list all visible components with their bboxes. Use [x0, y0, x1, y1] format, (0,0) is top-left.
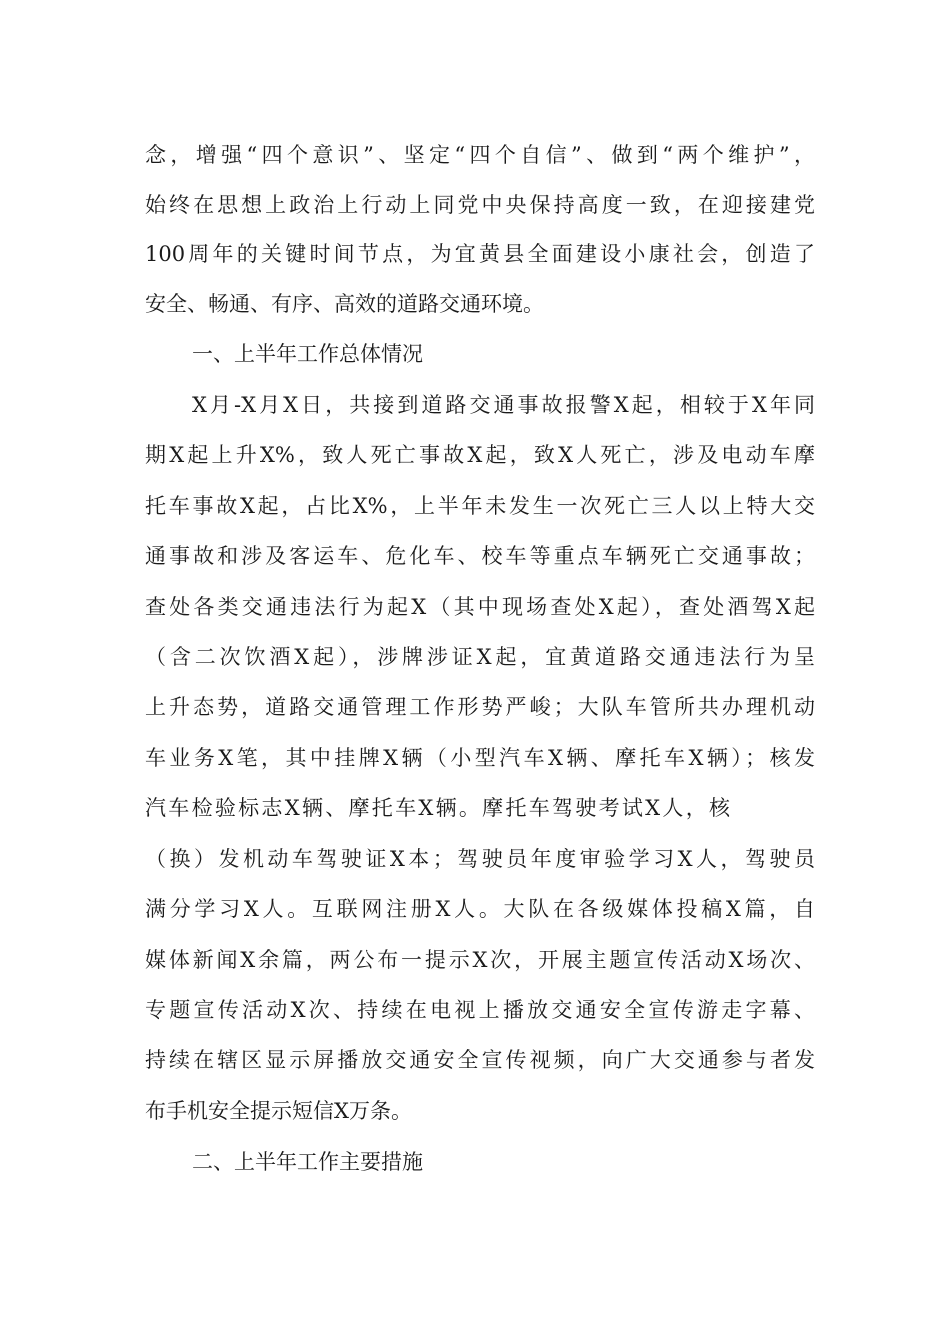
- body-text-line: 100周年的关键时间节点，为宜黄县全面建设小康社会，创造了: [145, 242, 815, 266]
- body-text-line: 持续在辖区显示屏播放交通安全宣传视频，向广大交通参与者发: [145, 1048, 815, 1072]
- body-text-line: 念，增强“四个意识”、坚定“四个自信”、做到“两个维护”，: [145, 143, 815, 167]
- section-heading-1: 一、上半年工作总体情况: [192, 342, 423, 366]
- body-text-line: 通事故和涉及客运车、危化车、校车等重点车辆死亡交通事故；: [145, 544, 815, 568]
- body-text-line: 期X起上升X%，致人死亡事故X起，致X人死亡，涉及电动车摩: [145, 443, 815, 467]
- section-heading-2: 二、上半年工作主要措施: [192, 1150, 423, 1174]
- body-text-line: 汽车检验标志X辆、摩托车X辆。摩托车驾驶考试X人，核: [145, 796, 730, 820]
- body-text-line: 满分学习X人。互联网注册X人。大队在各级媒体投稿X篇，自: [145, 897, 815, 921]
- body-text-line: 专题宣传活动X次、持续在电视上播放交通安全宣传游走字幕、: [145, 998, 815, 1022]
- body-text-line: 车业务X笔，其中挂牌X辆（小型汽车X辆、摩托车X辆）；核发: [145, 746, 815, 770]
- body-text-line: 托车事故X起，占比X%，上半年未发生一次死亡三人以上特大交: [145, 494, 815, 518]
- body-text-line: 媒体新闻X余篇，两公布一提示X次，开展主题宣传活动X场次、: [145, 948, 815, 972]
- body-text-line: （换）发机动车驾驶证X本；驾驶员年度审验学习X人，驾驶员: [145, 847, 815, 871]
- body-text-line: 查处各类交通违法行为起X（其中现场查处X起），查处酒驾X起: [145, 595, 815, 619]
- body-text-line: 安全、畅通、有序、高效的道路交通环境。: [145, 292, 544, 316]
- body-text-line: 始终在思想上政治上行动上同党中央保持高度一致，在迎接建党: [145, 193, 815, 217]
- body-text-line: 上升态势，道路交通管理工作形势严峻；大队车管所共办理机动: [145, 695, 815, 719]
- body-text-line: X月-X月X日，共接到道路交通事故报警X起，相较于X年同: [192, 393, 815, 417]
- body-text-line: 布手机安全提示短信X万条。: [145, 1099, 412, 1123]
- body-text-line: （含二次饮酒X起），涉牌涉证X起，宜黄道路交通违法行为呈: [145, 645, 815, 669]
